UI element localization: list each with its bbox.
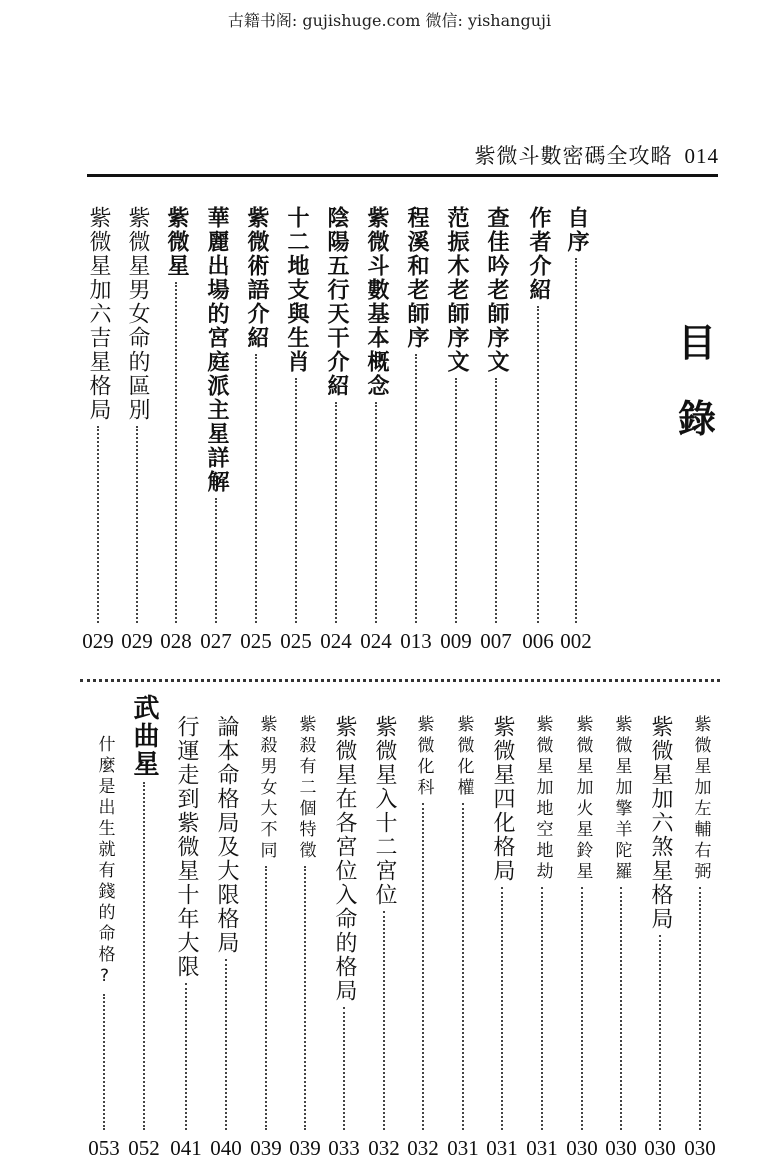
- toc-entry-page: 030: [605, 1136, 637, 1160]
- header-rule: [87, 174, 718, 177]
- toc-entry-page: 024: [360, 629, 392, 653]
- toc-leader-dots: [501, 887, 503, 1130]
- toc-entry[interactable]: [117, 206, 157, 654]
- toc-entry[interactable]: [476, 206, 516, 654]
- toc-leader-dots: [265, 866, 267, 1130]
- section-title-char-2: 錄: [678, 397, 717, 441]
- toc-leader-dots: [295, 378, 297, 623]
- toc-leader-dots: [375, 402, 377, 623]
- toc-leader-dots: [185, 983, 187, 1130]
- toc-entry[interactable]: [285, 715, 325, 1161]
- toc-entry[interactable]: [562, 715, 602, 1161]
- toc-leader-dots: [143, 782, 145, 1130]
- toc-leader-dots: [255, 354, 257, 623]
- toc-leader-dots: [495, 378, 497, 623]
- toc-leader-dots: [537, 306, 539, 623]
- toc-entry-title: 紫微星在各宮位入命的格局: [332, 715, 357, 1003]
- toc-entry-page: 025: [240, 629, 272, 653]
- toc-entry[interactable]: [640, 715, 680, 1161]
- toc-entry[interactable]: [436, 206, 476, 654]
- toc-leader-dots: [343, 1007, 345, 1130]
- toc-entry-page: 031: [447, 1136, 479, 1160]
- toc-entry[interactable]: [443, 715, 483, 1161]
- toc-entry-page: 025: [280, 629, 312, 653]
- toc-entry-page: 029: [121, 629, 153, 653]
- toc-entry[interactable]: [482, 715, 522, 1161]
- toc-leader-dots: [455, 378, 457, 623]
- toc-entry[interactable]: [324, 715, 364, 1161]
- toc-entry-title: 紫微化科: [413, 715, 434, 799]
- toc-leader-dots: [225, 959, 227, 1130]
- toc-leader-dots: [620, 887, 622, 1130]
- toc-entry[interactable]: [156, 206, 196, 654]
- toc-entry-page: 041: [170, 1136, 202, 1160]
- toc-entry[interactable]: [84, 735, 124, 1161]
- toc-entry-page: 024: [320, 629, 352, 653]
- toc-entry-title: 紫微星加六煞星格局: [648, 715, 673, 931]
- toc-entry-title: 程溪和老師序: [404, 206, 429, 350]
- toc-entry[interactable]: [206, 715, 246, 1161]
- toc-entry-title: 紫殺男女大不同: [256, 715, 277, 862]
- toc-entry-title: 華麗出場的宮庭派主星詳解: [204, 206, 229, 494]
- toc-entry-page: 030: [684, 1136, 716, 1160]
- toc-entry-page: 040: [210, 1136, 242, 1160]
- toc-entry[interactable]: [518, 206, 558, 654]
- toc-entry-title: 紫微星入十二宮位: [372, 715, 397, 907]
- toc-leader-dots: [699, 887, 701, 1130]
- toc-entry[interactable]: [680, 715, 720, 1161]
- toc-entry-page: 031: [526, 1136, 558, 1160]
- toc-entry-title: 范振木老師序文: [444, 206, 469, 374]
- section-title-char-1: 目: [678, 321, 717, 365]
- toc-entry-title: 行運走到紫微星十年大限: [174, 715, 199, 979]
- toc-entry[interactable]: [522, 715, 562, 1161]
- toc-entry[interactable]: [196, 206, 236, 654]
- toc-entry[interactable]: [166, 715, 206, 1161]
- toc-chapter-entry[interactable]: [124, 694, 164, 1161]
- page-number: 014: [684, 144, 719, 168]
- toc-entry-title: 紫微星加六吉星格局: [86, 206, 111, 422]
- toc-entry-page: 039: [250, 1136, 282, 1160]
- toc-entry-page: 053: [88, 1136, 120, 1160]
- toc-entry-title: 紫微術語介紹: [244, 206, 269, 350]
- toc-entry[interactable]: [316, 206, 356, 654]
- toc-leader-dots: [581, 887, 583, 1130]
- toc-entry-title: 紫微化權: [453, 715, 474, 799]
- toc-leader-dots: [415, 354, 417, 623]
- toc-entry-title: 紫殺有二個特徵: [295, 715, 316, 862]
- toc-entry[interactable]: [78, 206, 118, 654]
- toc-entry-title: 紫微星四化格局: [490, 715, 515, 883]
- toc-leader-dots: [541, 887, 543, 1130]
- toc-entry-title: 紫微星加地空地劫: [532, 715, 553, 883]
- toc-entry[interactable]: [246, 715, 286, 1161]
- toc-leader-dots: [136, 426, 138, 623]
- toc-entry-title: 自序: [564, 206, 589, 254]
- toc-entry-page: 013: [400, 629, 432, 653]
- toc-entry-page: 009: [440, 629, 472, 653]
- toc-entry[interactable]: [396, 206, 436, 654]
- toc-entry-page: 030: [566, 1136, 598, 1160]
- toc-entry-page: 006: [522, 629, 554, 653]
- toc-leader-dots: [97, 426, 99, 623]
- toc-entry-page: 039: [289, 1136, 321, 1160]
- toc-entry[interactable]: [364, 715, 404, 1161]
- toc-entry-title: 陰陽五行天干介紹: [324, 206, 349, 398]
- toc-leader-dots: [422, 803, 424, 1130]
- toc-entry-page: 027: [200, 629, 232, 653]
- toc-entry-page: 028: [160, 629, 192, 653]
- toc-entry-title: 紫微星: [164, 206, 189, 278]
- toc-entry[interactable]: [556, 206, 596, 654]
- toc-entry-title: 紫微斗數基本概念: [364, 206, 389, 398]
- toc-entry-page: 029: [82, 629, 114, 653]
- toc-entry-page: 002: [560, 629, 592, 653]
- toc-entry-page: 033: [328, 1136, 360, 1160]
- toc-leader-dots: [103, 994, 105, 1130]
- watermark-text: 古籍书阁: gujishuge.com 微信: yishanguji: [227, 11, 552, 30]
- toc-entry-title: 十二地支與生肖: [284, 206, 309, 374]
- toc-entry[interactable]: [276, 206, 316, 654]
- toc-entry-title: 論本命格局及大限格局: [214, 715, 239, 955]
- toc-leader-dots: [383, 911, 385, 1130]
- toc-entry[interactable]: [236, 206, 276, 654]
- running-header: [475, 140, 720, 170]
- toc-entry[interactable]: [403, 715, 443, 1161]
- toc-entry-title: 紫微星加火星鈴星: [572, 715, 593, 883]
- toc-leader-dots: [304, 866, 306, 1130]
- toc-entry-page: 030: [644, 1136, 676, 1160]
- toc-leader-dots: [462, 803, 464, 1130]
- toc-entry-title: 紫微星加擎羊陀羅: [611, 715, 632, 883]
- toc-leader-dots: [659, 935, 661, 1130]
- toc-entry-page: 052: [128, 1136, 160, 1160]
- toc-entry[interactable]: [601, 715, 641, 1161]
- toc-entry-page: 031: [486, 1136, 518, 1160]
- toc-chapter-title: 武曲星: [129, 694, 159, 778]
- toc-entry-title: 紫微星男女命的區別: [125, 206, 150, 422]
- toc-leader-dots: [175, 282, 177, 623]
- toc-entry[interactable]: [356, 206, 396, 654]
- toc-entry-page: 032: [368, 1136, 400, 1160]
- toc-entry-title: 作者介紹: [526, 206, 551, 302]
- toc-leader-dots: [335, 402, 337, 623]
- book-title: 紫微斗數密碼全攻略: [474, 144, 673, 168]
- toc-entry-title: 什麼是出生就有錢的命格?: [94, 735, 115, 990]
- toc-leader-dots: [215, 498, 217, 623]
- toc-entry-page: 032: [407, 1136, 439, 1160]
- toc-entry-page: 007: [480, 629, 512, 653]
- toc-leader-dots: [575, 258, 577, 623]
- section-divider: [80, 679, 720, 682]
- toc-entry-title: 查佳吟老師序文: [484, 206, 509, 374]
- toc-entry-title: 紫微星加左輔右弼: [690, 715, 711, 883]
